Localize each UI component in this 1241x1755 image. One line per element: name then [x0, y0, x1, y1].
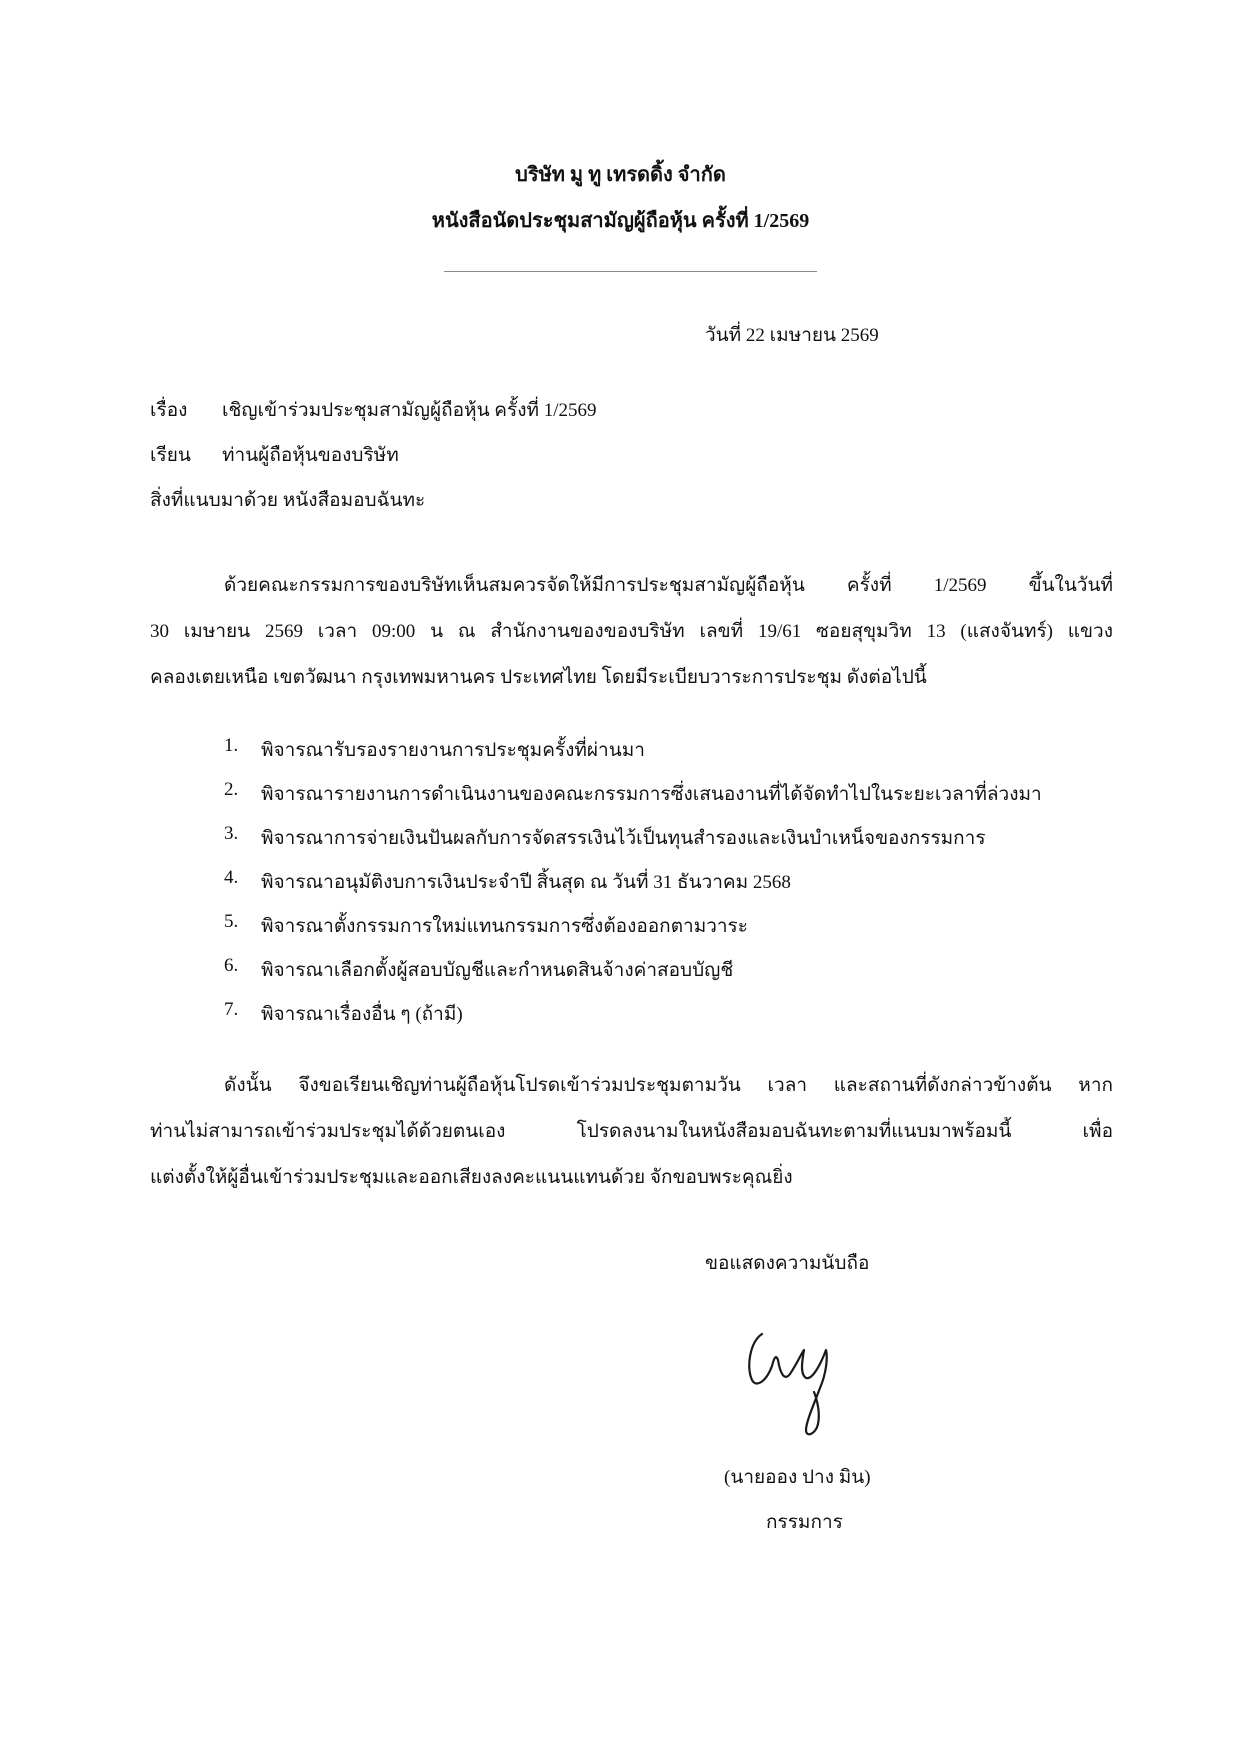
agenda-number-7: 7.: [224, 999, 239, 1020]
intro-line-1: ด้วยคณะกรรมการของบริษัทเห็นสมควรจัดให้มีการประชุมสามัญผู้ถือหุ้น ครั้งที่ 1/2569 ขึ้นในวันที่: [224, 575, 1113, 596]
intro-line-2: 30 เมษายน 2569 เวลา 09:00 น ณ สำนักงานของของบริษัท เลขที่ 19/61 ซอยสุขุมวิท 13 (แสงจันทร์) แขวง: [150, 621, 1113, 642]
agenda-number-5: 5.: [224, 911, 239, 932]
intro-line-3: คลองเตยเหนือ เขตวัฒนา กรุงเทพมหานคร ประเทศไทย โดยมีระเบียบวาระการประชุม ดังต่อไปนี้: [150, 667, 927, 688]
enclosure-line: สิ่งที่แนบมาด้วย หนังสือมอบฉันทะ: [150, 490, 426, 511]
agenda-number-1: 1.: [224, 735, 239, 756]
regards-line: ขอแสดงความนับถือ: [705, 1253, 870, 1274]
agenda-item-4: พิจารณาอนุมัติงบการเงินประจำปี สิ้นสุด ณ วันที่ 31 ธันวาคม 2568: [261, 872, 791, 893]
letter-date: วันที่ 22 เมษายน 2569: [705, 325, 879, 346]
signature-image: [740, 1322, 850, 1442]
agenda-item-6: พิจารณาเลือกตั้งผู้สอบบัญชีและกำหนดสินจ้างค่าสอบบัญชี: [261, 960, 734, 981]
signatory-name: (นายออง ปาง มิน): [724, 1467, 871, 1488]
agenda-number-3: 3.: [224, 823, 239, 844]
subject-value: เชิญเข้าร่วมประชุมสามัญผู้ถือหุ้น ครั้งที่ 1/2569: [222, 400, 597, 421]
company-name: บริษัท มู ทู เทรดดิ้ง จำกัด: [515, 164, 726, 186]
notice-title: หนังสือนัดประชุมสามัญผู้ถือหุ้น ครั้งที่ 1/2569: [431, 210, 810, 232]
header-divider: [444, 271, 817, 272]
signatory-position: กรรมการ: [766, 1512, 843, 1533]
agenda-number-2: 2.: [224, 779, 239, 800]
subject-label: เรื่อง: [150, 400, 188, 421]
agenda-item-5: พิจารณาตั้งกรรมการใหม่แทนกรรมการซึ่งต้องออกตามวาระ: [261, 916, 748, 937]
agenda-item-3: พิจารณาการจ่ายเงินปันผลกับการจัดสรรเงินไว้เป็นทุนสำรองและเงินบำเหน็จของกรรมการ: [261, 828, 986, 849]
agenda-item-1: พิจารณารับรองรายงานการประชุมครั้งที่ผ่านมา: [261, 740, 645, 761]
recipient-label: เรียน: [150, 445, 191, 466]
agenda-item-7: พิจารณาเรื่องอื่น ๆ (ถ้ามี): [261, 1004, 463, 1025]
recipient-value: ท่านผู้ถือหุ้นของบริษัท: [222, 445, 399, 466]
closing-line-1: ดังนั้น จึงขอเรียนเชิญท่านผู้ถือหุ้นโปรดเข้าร่วมประชุมตามวัน เวลา และสถานที่ดังกล่าวข้างต้น หาก: [224, 1075, 1113, 1096]
agenda-item-2: พิจารณารายงานการดำเนินงานของคณะกรรมการซึ่งเสนองานที่ได้จัดทำไปในระยะเวลาที่ล่วงมา: [261, 784, 1042, 805]
agenda-number-4: 4.: [224, 867, 239, 888]
agenda-number-6: 6.: [224, 955, 239, 976]
closing-line-3: แต่งตั้งให้ผู้อื่นเข้าร่วมประชุมและออกเสียงลงคะแนนแทนด้วย จักขอบพระคุณยิ่ง: [150, 1167, 793, 1188]
closing-line-2: ท่านไม่สามารถเข้าร่วมประชุมได้ด้วยตนเอง โปรดลงนามในหนังสือมอบฉันทะตามที่แนบมาพร้อมนี้ เพื่อ: [150, 1121, 1113, 1142]
